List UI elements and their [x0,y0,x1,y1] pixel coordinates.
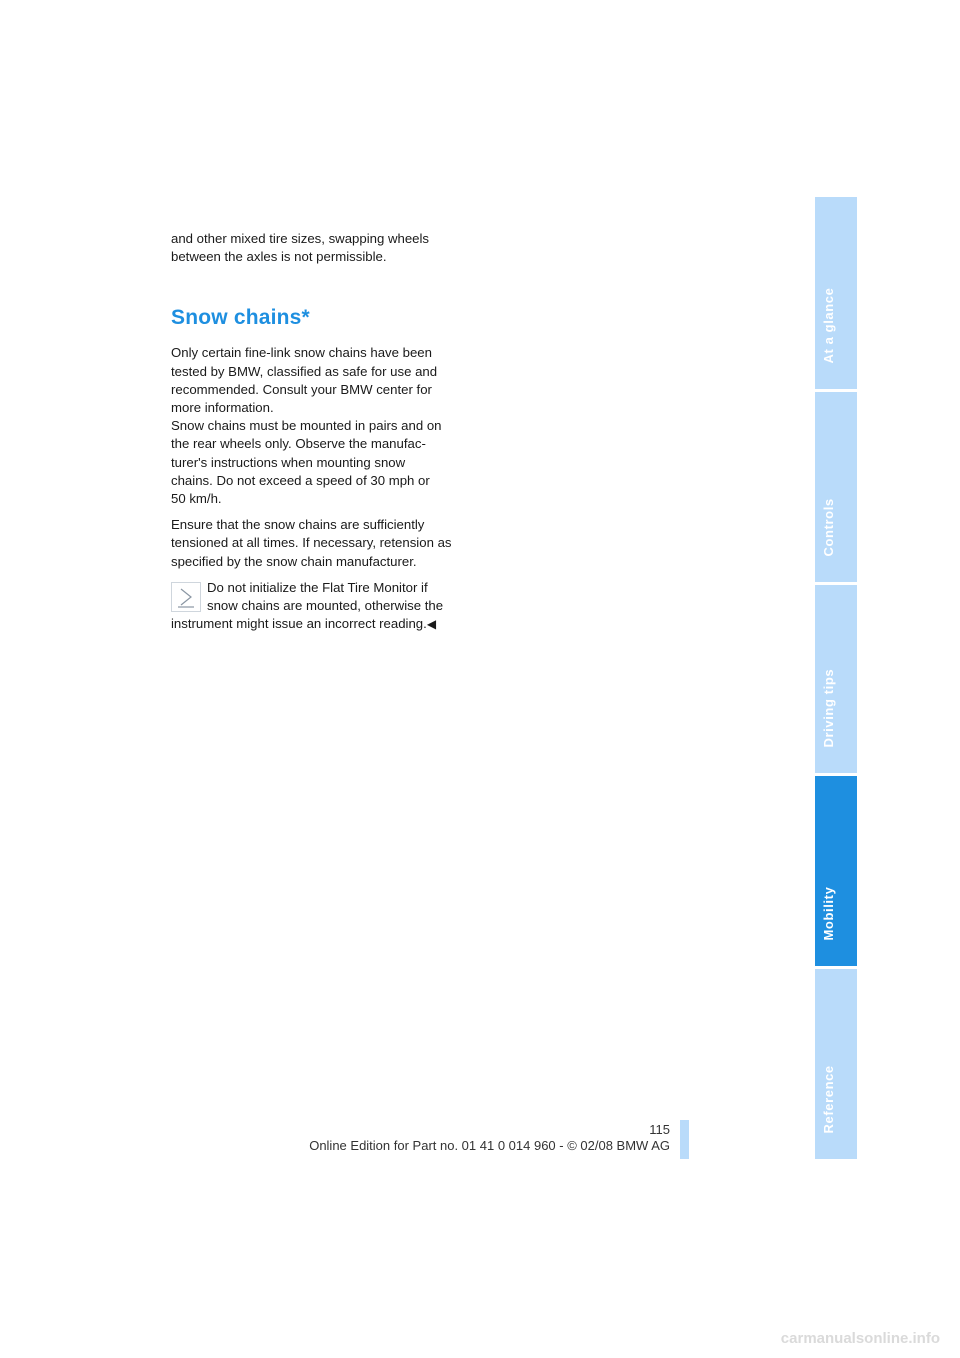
text-line: more information. [171,400,274,416]
note-text [171,579,467,634]
watermark: carmanualsonline.info [780,1330,940,1347]
tab-label: At a glance [821,287,836,364]
text-line: chains. Do not exceed a speed of 30 mph or [171,472,430,488]
caution-note [171,579,467,634]
text-line: Snow chains must be mounted in pairs and on [171,418,442,434]
tab-controls[interactable] [815,392,857,582]
text-line: Ensure that the snow chains are sufficiently [171,517,425,533]
text-line: tested by BMW, classified as safe for use and [171,363,438,379]
tab-label: Driving tips [821,668,836,748]
text-line: 50 km/h. [171,491,222,507]
note-arrow-icon [171,582,201,612]
tab-label: Controls [821,498,836,557]
text-line: Only certain fine-link snow chains have been [171,345,432,361]
tab-label: Mobility [821,886,836,941]
text-line: and other mixed tire sizes, swapping wheels [171,231,430,246]
text-line: specified by the snow chain manufacturer. [171,553,417,569]
text-line: between the axles is not permissible. [171,249,387,265]
intro-paragraph [171,230,467,266]
tab-mobility[interactable] [815,776,857,966]
tab-at-a-glance[interactable] [815,197,857,389]
text-line: recommended. Consult your BMW center for [171,381,432,397]
section-title: Snow chains* [171,306,310,330]
text-line-content: instrument might issue an incorrect reading. [171,616,427,632]
footer-accent-bar [680,1120,689,1159]
text-line: the rear wheels only. Observe the manufac- [171,436,426,452]
snow-chains-paragraph-1 [171,344,467,508]
text-line: Do not initialize the Flat Tire Monitor if [207,579,428,595]
text-line [171,615,467,633]
tab-label: Reference [821,1065,836,1134]
tab-reference[interactable] [815,969,857,1159]
text-line: snow chains are mounted, otherwise the [207,598,444,614]
page-number: 115 [649,1122,670,1137]
section-tabs [815,197,857,1159]
text-line: turer's instructions when mounting snow [171,454,406,470]
text-line: tensioned at all times. If necessary, retension as [171,535,452,551]
end-mark-icon: ◀ [426,617,437,632]
snow-chains-paragraph-2 [171,516,467,571]
edition-line: Online Edition for Part no. 01 41 0 014 960 - © 02/08 BMW AG [309,1138,670,1153]
page-content [171,230,467,633]
tab-driving-tips[interactable] [815,585,857,773]
